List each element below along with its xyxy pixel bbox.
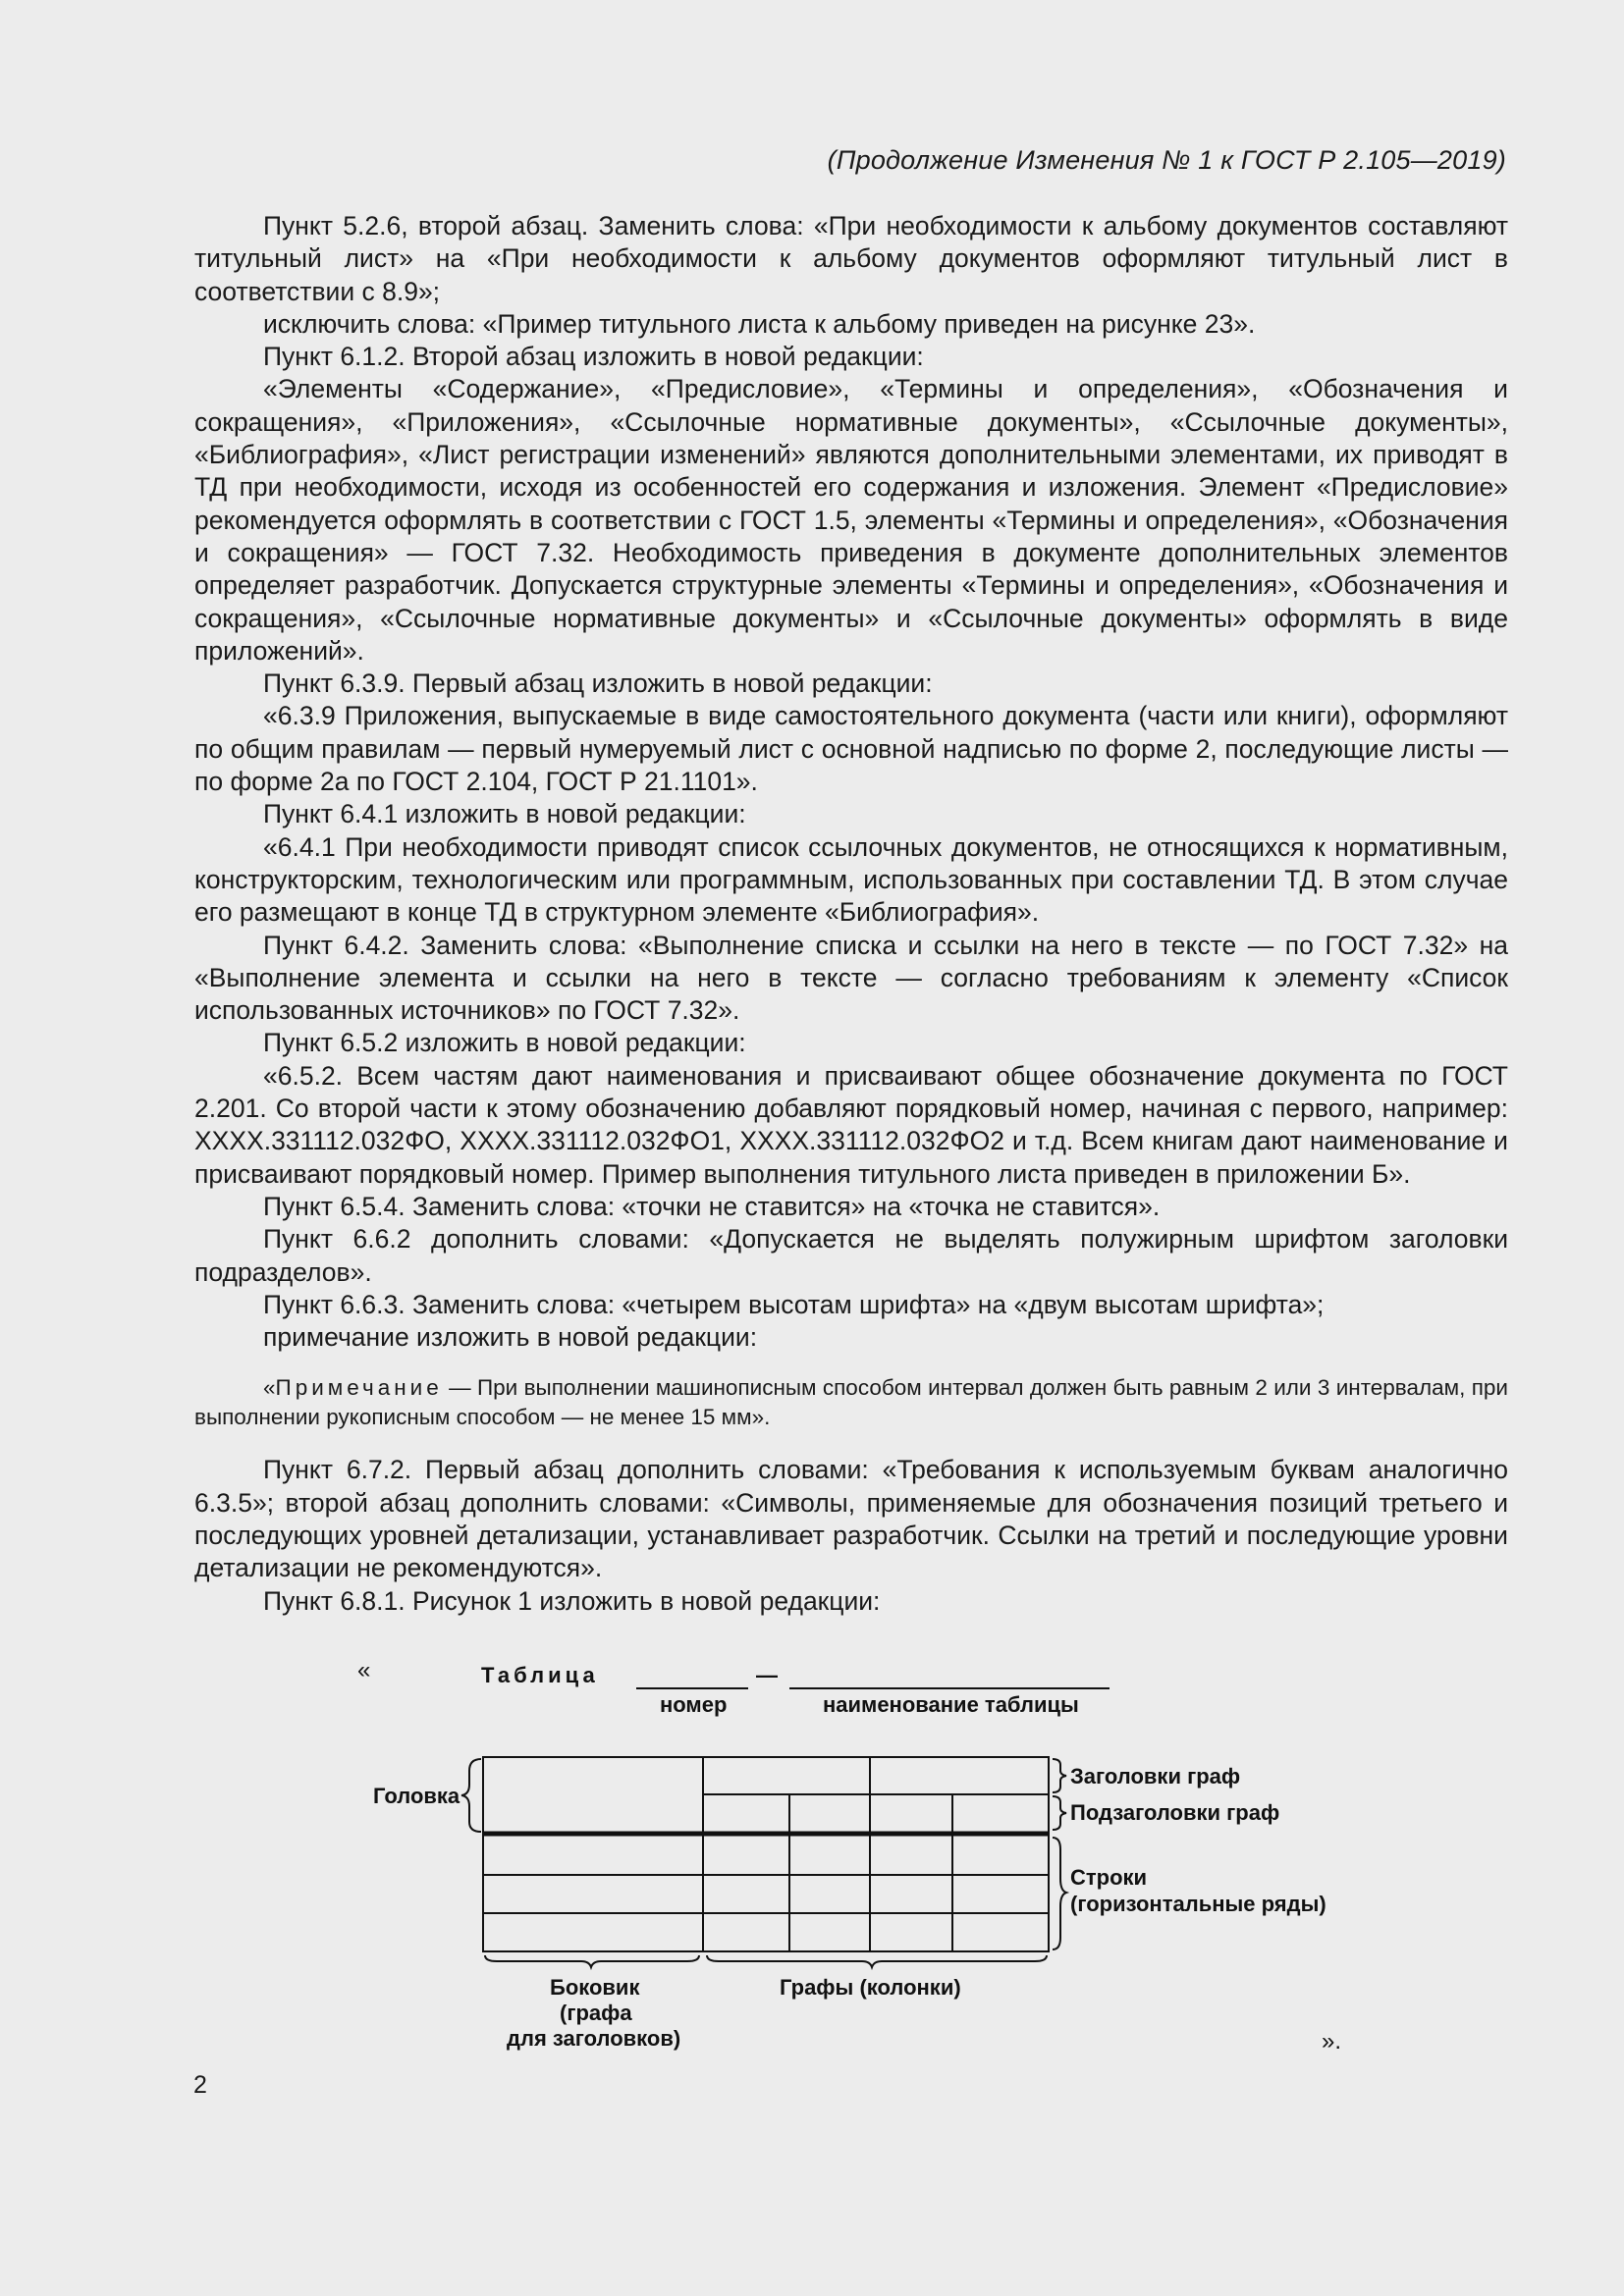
name-caption: наименование таблицы [823,1692,1079,1717]
note-paragraph [194,1373,1508,1432]
columns-brace [707,1955,1047,1967]
head-brace [461,1759,481,1832]
subheaders-brace [1053,1796,1066,1830]
paragraph: исключить слова: «Пример титульного листа к альбому приведен на рисунке 23». [263,308,1256,339]
paragraph: Пункт 6.8.1. Рисунок 1 изложить в новой редакции: [263,1585,881,1616]
page-number: 2 [193,2071,207,2099]
note-label: Примечание [275,1375,443,1401]
columns-label: Графы (колонки) [780,1975,961,2000]
paragraph: Пункт 6.6.2 дополнить словами: «Допускается не выделять полужирным шрифтом заголовки подразделов». [194,1224,1508,1287]
column-headers-brace [1053,1759,1066,1792]
column-headers-label: Заголовки граф [1070,1764,1241,1789]
paragraph: Пункт 6.4.2. Заменить слова: «Выполнение списка и ссылки на него в тексте — по ГОСТ 7.32» на «Выполнение элемента и ссылки на него в тексте — согласно требованиям к элементу «Список использованных источников» по ГОСТ 7.32». [194,930,1508,1026]
stub-label: Боковик [550,1975,640,2000]
note-text: — При выполнении машинописным способом интервал должен быть равным 2 или 3 интервалам, при выполнении рукописным способом — не менее 15 мм». [194,1375,1508,1430]
caption-dash: — [756,1663,778,1687]
paragraph: «6.4.1 При необходимости приводят список ссылочных документов, не относящихся к нормативным, конструкторским, технологическим или программным, использованных при составлении ТД. В этом случае его размещают в конце ТД в структурном элементе «Библиография». [194,831,1508,928]
paragraph: Пункт 6.4.1 изложить в новой редакции: [263,799,746,829]
paragraph: Пункт 6.5.4. Заменить слова: «точки не ставится» на «точка не ставится». [263,1191,1161,1221]
figure-open-quote: « [357,1657,371,1683]
rows-label: Строки [1070,1865,1148,1890]
paragraph: Пункт 5.2.6, второй абзац. Заменить слова: «При необходимости к альбому документов составляют титульный лист» на «При необходимости к альбому документов оформляют титульный лист в соответствии с 8.9»; [194,211,1508,306]
stub-sublabel: для заголовков) [507,2026,681,2051]
paragraph: «6.3.9 Приложения, выпускаемые в виде самостоятельного документа (части или книги), оформляют по общим правилам — первый нумеруемый лист с основной надписью по форме 2, последующие листы — по форме 2а по ГОСТ 2.104, ГОСТ Р 21.1101». [194,701,1508,797]
sub-headers-label: Подзаголовки граф [1070,1800,1280,1825]
rows-brace [1053,1838,1066,1949]
paragraph: Пункт 6.5.2 изложить в новой редакции: [263,1028,746,1058]
note-open-quote: « [263,1375,276,1401]
rows-sublabel: (горизонтальные ряды) [1070,1892,1326,1916]
number-caption: номер [660,1692,728,1717]
head-label: Головка [373,1784,460,1808]
paragraph: «6.5.2. Всем частям дают наименования и присваивают общее обозначение документа по ГОСТ 2.201. Со второй части к этому обозначению добавляют порядковый номер, начиная с первого, например: ХХХХ.331112.032ФО, ХХХХ.331112.032ФО1, ХХХХ.331112.032ФО2 и т.д. Всем книгам дают наименование и присваивают порядковый номер. Пример выполнения титульного листа приведен в приложении Б». [194,1060,1508,1189]
paragraph: Пункт 6.6.3. Заменить слова: «четырем высотам шрифта» на «двум высотам шрифта»; [263,1289,1325,1319]
figure-close-quote: ». [1322,2028,1342,2055]
paragraph: Пункт 6.3.9. Первый абзац изложить в новой редакции: [263,668,933,699]
table-word: Таблица [481,1663,599,1687]
paragraph: Пункт 6.7.2. Первый абзац дополнить словами: «Требования к используемым буквам аналогично 6.3.5»; второй абзац дополнить словами: «Символы, применяемые для обозначения позиций третьего и последующих уровней детализации, устанавливает разработчик. Ссылки на третий и последующие уровни детализации не рекомендуются». [194,1455,1508,1583]
stub-brace [485,1955,699,1967]
paragraph: Пункт 6.1.2. Второй абзац изложить в новой редакции: [263,342,924,372]
paragraph: «Элементы «Содержание», «Предисловие», «Термины и определения», «Обозначения и сокращения», «Приложения», «Ссылочные нормативные документы», «Ссылочные документы», «Библиография», «Лист регистрации изменений» являются дополнительными элементами, их приводят в ТД при необходимости, исходя из особенностей его содержания и изложения. Элемент «Предисловие» рекомендуется оформлять в соответствии с ГОСТ 1.5, элементы «Термины и определения», «Обозначения и сокращения» — ГОСТ 7.32. Необходимость приведения в документе дополнительных элементов определяет разработчик. Допускается структурные элементы «Термины и определения», «Обозначения и сокращения», «Ссылочные нормативные документы» и «Ссылочные документы» оформлять в виде приложений». [194,374,1508,666]
paragraph: примечание изложить в новой редакции: [263,1322,758,1353]
table-outline [483,1757,1049,1951]
body-text [194,210,1508,1618]
running-title: (Продолжение Изменения № 1 к ГОСТ Р 2.105—2019) [827,145,1506,175]
stub-sublabel: (графа [560,2001,632,2025]
